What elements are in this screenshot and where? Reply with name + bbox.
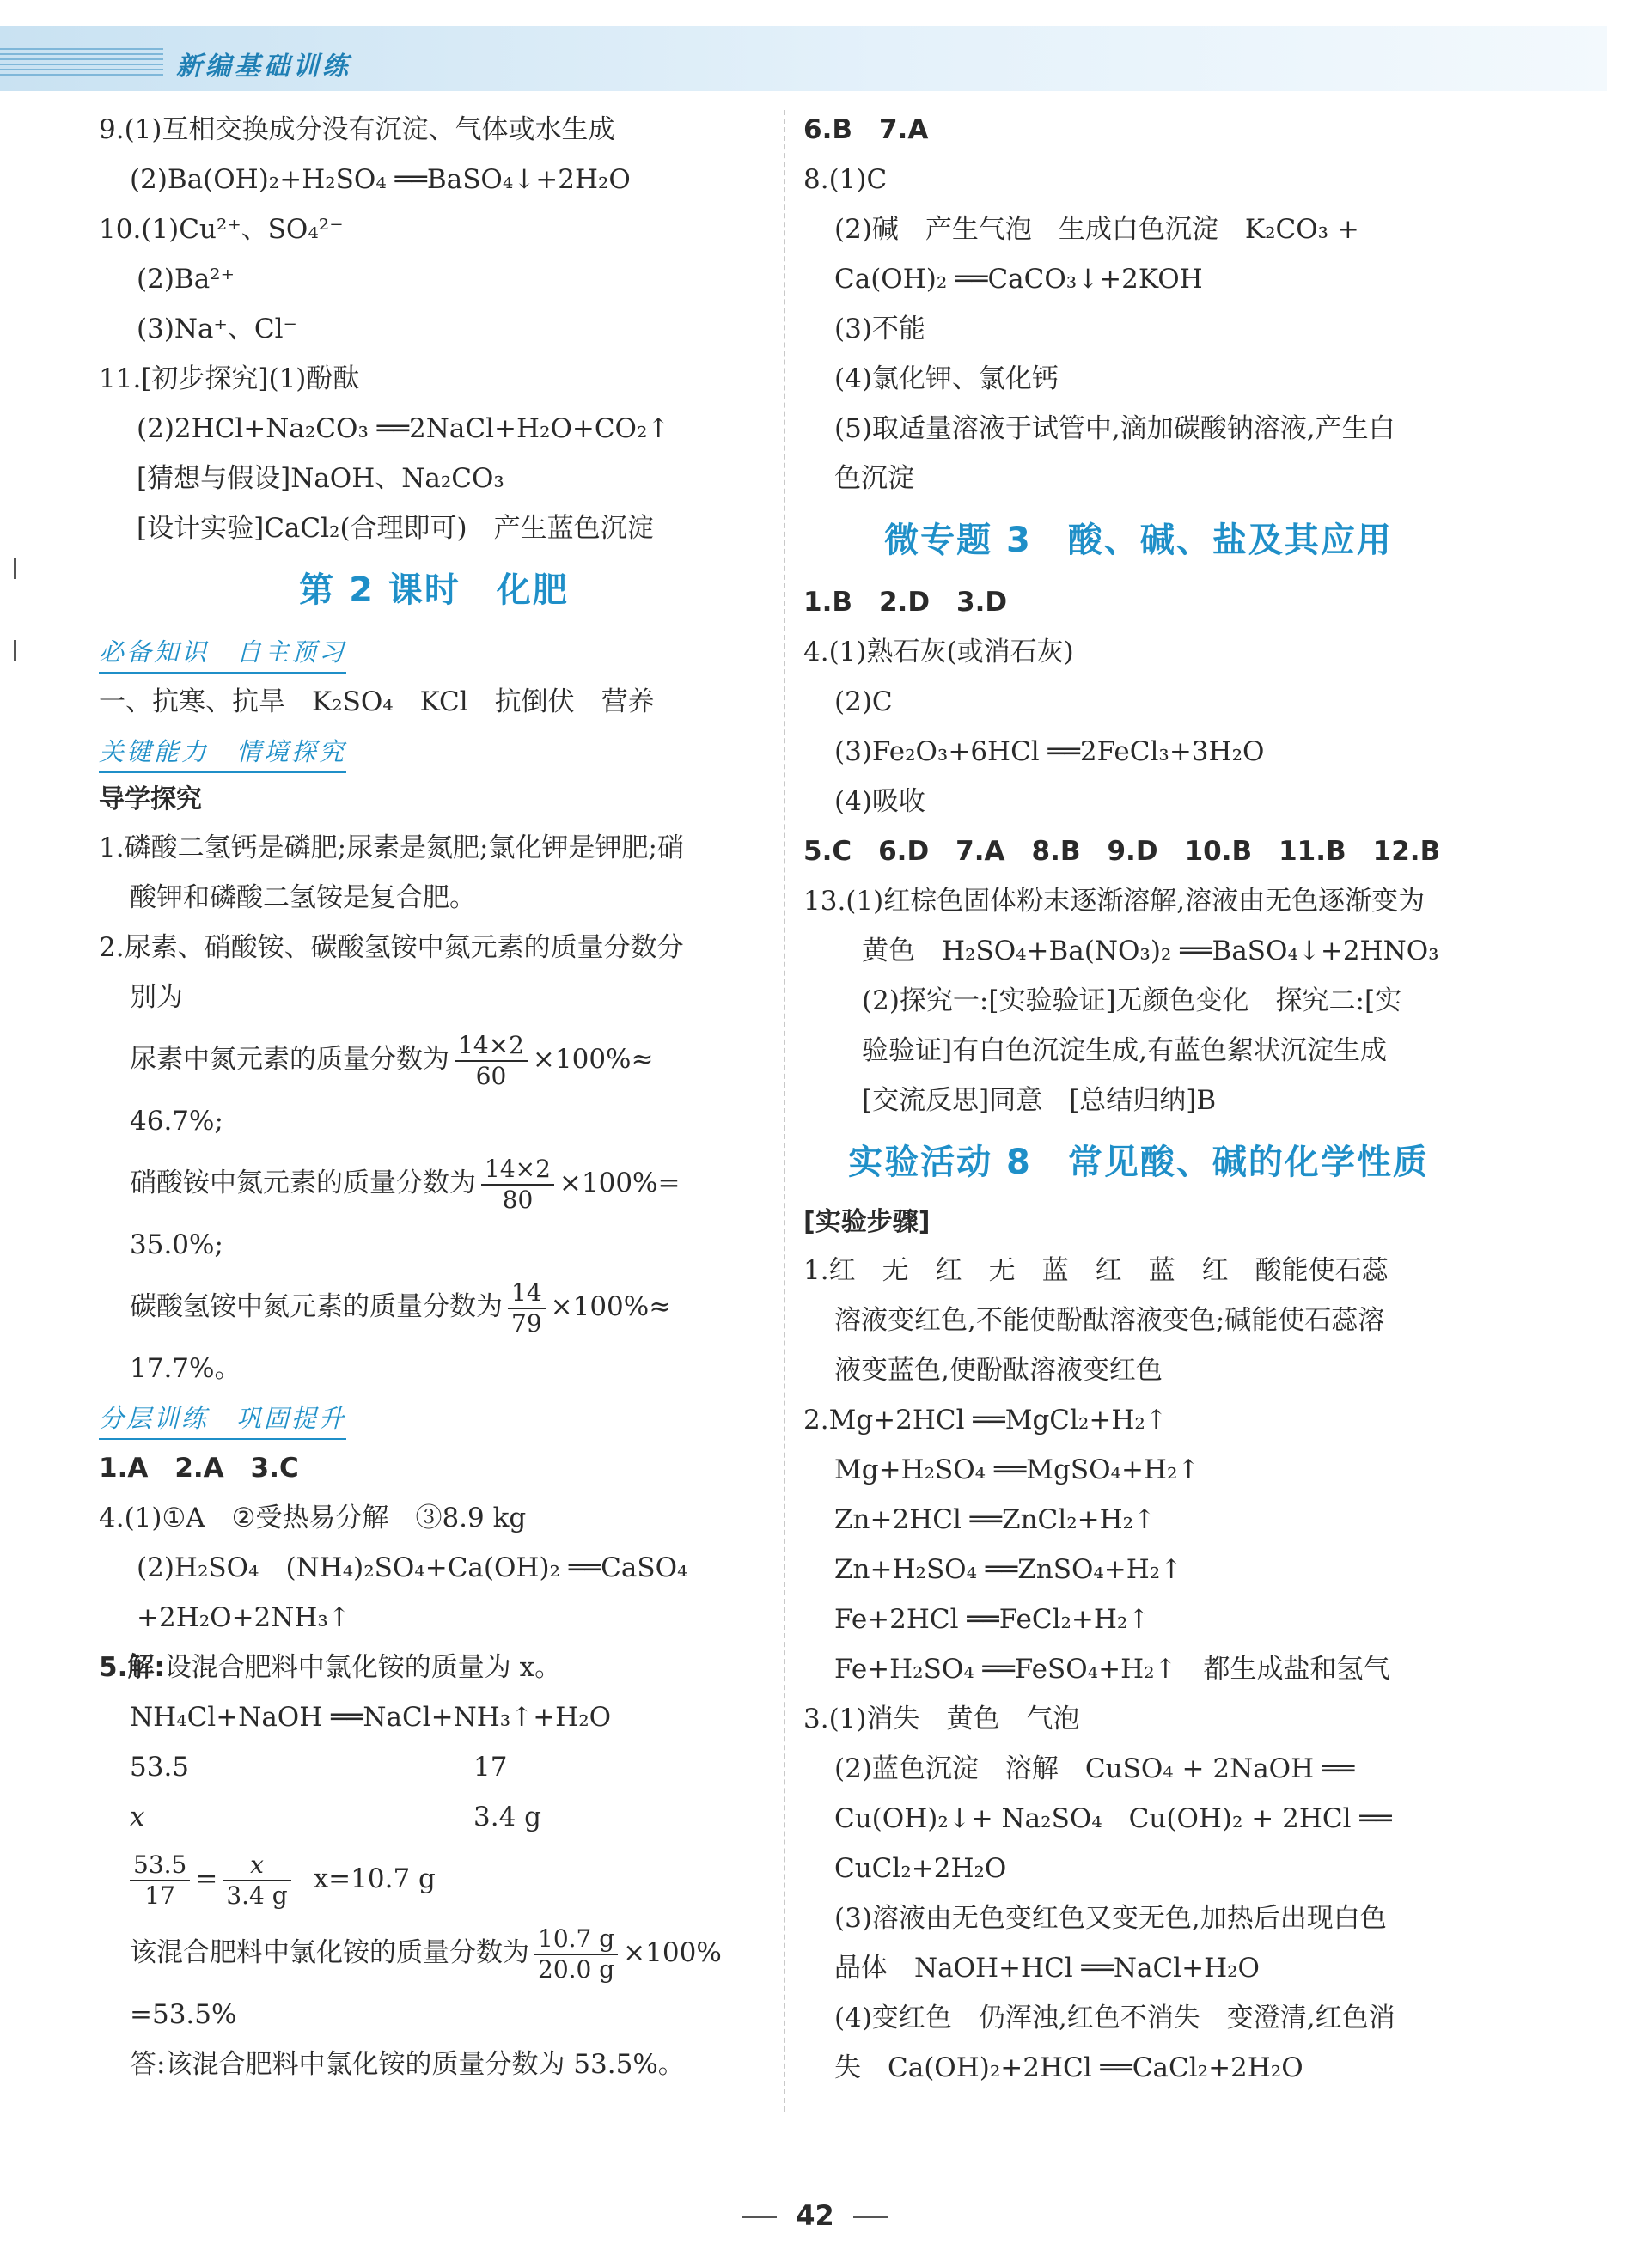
- subheading: 导学探究: [99, 784, 202, 814]
- answer-line: 3.(1)消失 黄色 气泡: [803, 1704, 1080, 1735]
- formula-line: 碳酸氢铵中氮元素的质量分数为 $\frac{14}{79}$ ×100%≈: [130, 1277, 672, 1338]
- answer-line: 黄色 H₂SO₄+Ba(NO₃)₂ ══BaSO₄↓+2HNO₃: [862, 936, 1439, 966]
- right-column: [803, 105, 1474, 2093]
- answer-line: NH₄Cl+NaOH ══NaCl+NH₃↑+H₂O: [130, 1702, 612, 1733]
- subheading: [实验步骤]: [803, 1207, 931, 1237]
- fraction: $\frac{10.7 g}{20.0 g}$: [534, 1924, 618, 1984]
- answer-line: 酸钾和磷酸二氢铵是复合肥。: [130, 882, 476, 913]
- answer-line: (4)变红色 仍浑浊,红色不消失 变澄清,红色消: [834, 2003, 1395, 2033]
- answer-line: 晶体 NaOH+HCl ══NaCl+H₂O: [834, 1953, 1260, 1984]
- answer-line: (2)H₂SO₄ (NH₄)₂SO₄+Ca(OH)₂ ══CaSO₄: [137, 1552, 688, 1583]
- answer-line: =53.5%: [130, 1999, 237, 2030]
- answer-line: (5)取适量溶液于试管中,滴加碳酸钠溶液,产生白: [834, 413, 1395, 444]
- margin-mark: [14, 558, 23, 579]
- lesson-heading: 第 2 课时 化肥: [299, 570, 569, 610]
- page-header-banner: [0, 26, 1607, 91]
- answer-line: 溶液变红色,不能使酚酞溶液变色;碱能使石蕊溶: [834, 1305, 1385, 1336]
- fraction: $\frac{14\times 2}{60}$: [455, 1031, 528, 1091]
- answer-line: Fe+2HCl ══FeCl₂+H₂↑: [834, 1604, 1151, 1635]
- answer-line: 2.尿素、硝酸铵、碳酸氢铵中氮元素的质量分数分: [99, 932, 684, 963]
- answer-line: Zn+2HCl ══ZnCl₂+H₂↑: [834, 1504, 1157, 1535]
- answer-line: (2)探究一:[实验验证]无颜色变化 探究二:[实: [862, 985, 1402, 1016]
- answer-line: 8.(1)C: [803, 164, 888, 195]
- answer-line: [设计实验]CaCl₂(合理即可) 产生蓝色沉淀: [137, 513, 654, 544]
- section-heading: 关键能力 情境探究: [99, 732, 346, 773]
- page-number: 42: [0, 2199, 1630, 2232]
- answer-line: (2)Ba(OH)₂+H₂SO₄ ══BaSO₄↓+2H₂O: [130, 164, 631, 195]
- book-title: 新编基础训练: [176, 52, 351, 82]
- answer-line: 1.红 无 红 无 蓝 红 蓝 红 酸能使石蕊: [803, 1255, 1389, 1286]
- answer-line: x 3.4 g: [130, 1802, 541, 1832]
- fraction: $\frac{x}{3.4 g}$: [223, 1850, 290, 1911]
- answer-line: Ca(OH)₂ ══CaCO₃↓+2KOH: [834, 264, 1203, 295]
- answer-line: (2)碱 产生气泡 生成白色沉淀 K₂CO₃ +: [834, 214, 1359, 245]
- answer-line: 13.(1)红棕色固体粉末逐渐溶解,溶液由无色逐渐变为: [803, 886, 1425, 917]
- formula-line: $\frac{53.5}{17}$ = $\frac{x}{3.4 g}$ x=10.7 g: [99, 1842, 769, 1916]
- answer-line: Zn+H₂SO₄ ══ZnSO₄+H₂↑: [834, 1554, 1183, 1585]
- answer-line: 1.B 2.D 3.D: [803, 587, 1008, 618]
- answer-line: [交流反思]同意 [总结归纳]B: [862, 1085, 1217, 1116]
- fraction: $\frac{14}{79}$: [508, 1278, 546, 1338]
- answer-line: 2.Mg+2HCl ══MgCl₂+H₂↑: [803, 1405, 1168, 1436]
- answer-line: 9.(1)互相交换成分没有沉淀、气体或水生成: [99, 114, 615, 145]
- answer-line: 11.[初步探究](1)酚酞: [99, 363, 360, 394]
- answer-line: Mg+H₂SO₄ ══MgSO₄+H₂↑: [834, 1454, 1200, 1485]
- margin-mark: [14, 640, 23, 661]
- answer-line: [猜想与假设]NaOH、Na₂CO₃: [137, 463, 504, 494]
- answer-line: 5.C 6.D 7.A 8.B 9.D 10.B 11.B 12.B: [803, 836, 1441, 867]
- answer-line: 答:该混合肥料中氯化铵的质量分数为 53.5%。: [130, 2049, 685, 2080]
- answer-line: 53.5 17: [130, 1752, 508, 1783]
- topic-heading: 微专题 3 酸、碱、盐及其应用: [884, 521, 1393, 560]
- answer-line: (3)Fe₂O₃+6HCl ══2FeCl₃+3H₂O: [834, 736, 1265, 767]
- left-column: [99, 105, 769, 2089]
- formula-line: 该混合肥料中氯化铵的质量分数为 $\frac{10.7 g}{20.0 g}$ ×100%: [130, 1924, 722, 1984]
- answer-line: (2)2HCl+Na₂CO₃ ══2NaCl+H₂O+CO₂↑: [137, 413, 670, 444]
- answer-line: (3)不能: [834, 314, 925, 344]
- answer-line: Fe+H₂SO₄ ══FeSO₄+H₂↑ 都生成盐和氢气: [834, 1654, 1390, 1685]
- dash: [742, 2216, 777, 2218]
- answer-line: 1.A 2.A 3.C: [99, 1453, 299, 1484]
- answer-line: CuCl₂+2H₂O: [834, 1853, 1007, 1884]
- formula-line: 尿素中氮元素的质量分数为 $\frac{14\times 2}{60}$ ×100%≈: [130, 1030, 654, 1090]
- answer-line: 4.(1)熟石灰(或消石灰): [803, 637, 1074, 668]
- header-stripes: [0, 48, 163, 79]
- experiment-heading: 实验活动 8 常见酸、碱的化学性质: [848, 1143, 1429, 1182]
- section-heading: 必备知识 自主预习: [99, 632, 346, 674]
- answer-line: 4.(1)①A ②受热易分解 ③8.9 kg: [99, 1503, 527, 1533]
- answer-line: 10.(1)Cu²⁺、SO₄²⁻: [99, 214, 344, 245]
- answer-line: 35.0%;: [130, 1229, 223, 1260]
- fraction: $\frac{53.5}{17}$: [130, 1850, 190, 1911]
- formula-line: 硝酸铵中氮元素的质量分数为 $\frac{14\times 2}{80}$ ×100%=: [130, 1154, 681, 1214]
- answer-line: (2)C: [834, 686, 893, 717]
- answer-line: 别为: [130, 982, 183, 1013]
- answer-line: (3)Na⁺、Cl⁻: [137, 314, 297, 344]
- answer-line: 验验证]有白色沉淀生成,有蓝色絮状沉淀生成: [862, 1035, 1387, 1066]
- answer-line: 46.7%;: [130, 1106, 223, 1137]
- answer-line: 色沉淀: [834, 463, 914, 494]
- section-heading: 分层训练 巩固提升: [99, 1399, 346, 1440]
- answer-line: 1.磷酸二氢钙是磷肥;尿素是氮肥;氯化钾是钾肥;硝: [99, 832, 684, 863]
- answer-line: (2)Ba²⁺: [137, 264, 235, 295]
- answer-line: (2)蓝色沉淀 溶解 CuSO₄ + 2NaOH ══: [834, 1753, 1355, 1784]
- answer-line: (3)溶液由无色变红色又变无色,加热后出现白色: [834, 1903, 1387, 1934]
- dash: [853, 2216, 888, 2218]
- answer-line: Cu(OH)₂↓+ Na₂SO₄ Cu(OH)₂ + 2HCl ══: [834, 1803, 1392, 1834]
- answer-line: (4)吸收: [834, 786, 925, 817]
- fraction: $\frac{14\times 2}{80}$: [481, 1155, 554, 1215]
- answer-line: 一、抗寒、抗旱 K₂SO₄ KCl 抗倒伏 营养: [99, 686, 655, 717]
- answer-line: (4)氯化钾、氯化钙: [834, 363, 1059, 394]
- answer-line: 6.B 7.A: [803, 114, 929, 145]
- answer-line: +2H₂O+2NH₃↑: [137, 1602, 351, 1633]
- answer-line: 液变蓝色,使酚酞溶液变红色: [834, 1355, 1163, 1386]
- answer-line: 失 Ca(OH)₂+2HCl ══CaCl₂+2H₂O: [834, 2052, 1303, 2083]
- column-divider: [784, 110, 785, 2112]
- answer-line: 17.7%。: [130, 1353, 241, 1384]
- answer-line: 5.解:设混合肥料中氯化铵的质量为 x。: [99, 1652, 562, 1683]
